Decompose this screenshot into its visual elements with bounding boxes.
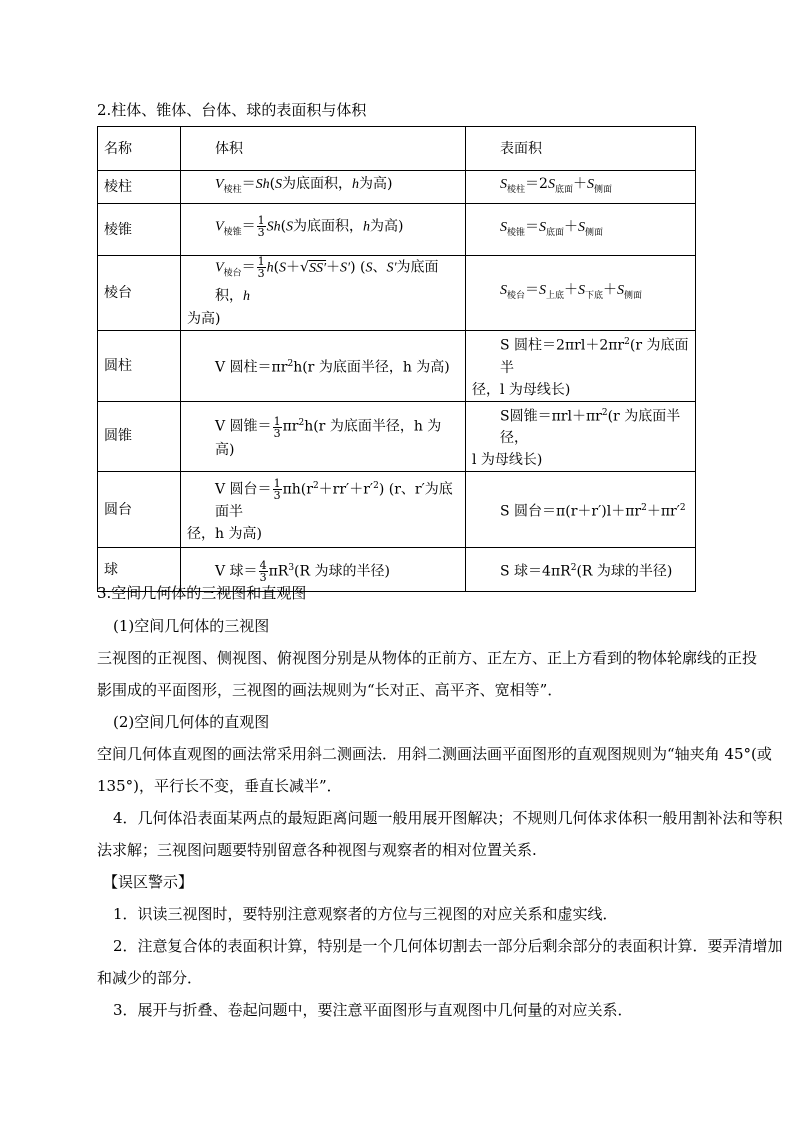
surface-formula: S圆锥$=\pi rl+\pi r^2(r$ 为底面半径， l 为母线长) <box>466 401 696 472</box>
table-header-row <box>98 127 696 171</box>
paragraph-three-views-line2: 影围成的平面图形，三视图的画法规则为“长对正、高平齐、宽相等”． <box>97 681 563 699</box>
row-name: 棱柱 <box>98 171 181 204</box>
header-volume: 体积 <box>181 127 466 171</box>
row-name: 圆台 <box>98 472 181 548</box>
section-2-heading: 2.柱体、锥体、台体、球的表面积与体积 <box>97 101 367 119</box>
table-row <box>98 256 696 331</box>
warning-2-line2: 和减少的部分． <box>97 969 203 987</box>
volume-formula: $V_{棱锥}=$ $\frac{1}{3}$ Sh(S为底面积，h为高) <box>181 204 466 256</box>
warning-2-line1: 2．注意复合体的表面积计算，特别是一个几何体切割去一部分后剩余部分的表面积计算．要弄清增加 <box>113 937 783 955</box>
row-name: 圆柱 <box>98 331 181 402</box>
volume-formula: $V_{棱柱}=Sh(S$为底面积，h为高) <box>181 171 466 204</box>
surface-formula: $S_{棱锥}=S_{底面}+S_{侧面}$ <box>466 204 696 256</box>
header-name: 名称 <box>98 127 181 171</box>
paragraph-three-views-line1: 三视图的正视图、侧视图、俯视图分别是从物体的正前方、正左方、正上方看到的物体轮廓线的正投 <box>97 649 758 667</box>
volume-formula: V 圆锥＝ $\frac{1}{3}$ $\pi r^2h(r$ 为底面半径，h 为高) <box>181 401 466 472</box>
subheading-three-views: (1)空间几何体的三视图 <box>113 617 270 635</box>
subheading-intuitive-view: (2)空间几何体的直观图 <box>113 713 270 731</box>
warnings-heading: 【误区警示】 <box>103 873 194 891</box>
volume-formula: V 圆柱$=\pi r^2h(r$ 为底面半径，h 为高) <box>181 331 466 402</box>
header-surface: 表面积 <box>466 127 696 171</box>
surface-formula: S 圆柱$=2\pi rl+2\pi r^2(r$ 为底面半 径，l 为母线长) <box>466 331 696 402</box>
paragraph-intuitive-view-line1: 空间几何体直观图的画法常采用斜二测画法．用斜二测画法画平面图形的直观图规则为“轴夹角 45°(或 <box>97 745 772 763</box>
warning-1: 1．识读三视图时，要特别注意观察者的方位与三视图的对应关系和虚实线． <box>113 905 618 923</box>
surface-formula: $S_{棱柱}=2S_{底面}+S_{侧面}$ <box>466 171 696 204</box>
volume-formula: V 圆台＝ $\frac{1}{3}$ $\pi h(r^2+rr'+r'^2)$ (r、r′为底面半 径，h 为高) <box>181 472 466 548</box>
table-row <box>98 171 696 204</box>
surface-formula: S 圆台$=\pi(r+r')l+\pi r^2+\pi r'^2$ <box>466 472 696 548</box>
warning-3: 3．展开与折叠、卷起问题中，要注意平面图形与直观图中几何量的对应关系． <box>113 1001 633 1019</box>
table-row <box>98 401 696 472</box>
row-name: 圆锥 <box>98 401 181 472</box>
row-name: 棱台 <box>98 256 181 331</box>
surface-formula: $S_{棱台}=S_{上底}+S_{下底}+S_{侧面}$ <box>466 256 696 331</box>
item-4-line1: 4．几何体沿表面某两点的最短距离问题一般用展开图解决；不规则几何体求体积一般用割补法和等积 <box>113 809 783 827</box>
table-row <box>98 472 696 548</box>
paragraph-intuitive-view-line2: 135°)，平行长不变，垂直长减半”． <box>97 777 342 795</box>
table-row <box>98 331 696 402</box>
surface-formula: S 球$=4\pi R^2(R$ 为球的半径) <box>466 548 696 592</box>
row-name: 球 <box>98 548 181 592</box>
row-name: 棱锥 <box>98 204 181 256</box>
item-4-line2: 法求解；三视图问题要特别留意各种视图与观察者的相对位置关系. <box>97 841 537 859</box>
table-row <box>98 204 696 256</box>
volume-formula: $V_{棱台}=$ $\frac{1}{3}$ h(S＋√SS′＋S′) (S、S′为底面积，h 为高) <box>181 256 466 331</box>
volume-formula: V 球＝ $\frac{4}{3}$ $\pi R^3(R$ 为球的半径) <box>181 548 466 592</box>
formula-table <box>97 126 696 592</box>
section-3-heading: 3.空间几何体的三视图和直观图 <box>97 584 307 602</box>
